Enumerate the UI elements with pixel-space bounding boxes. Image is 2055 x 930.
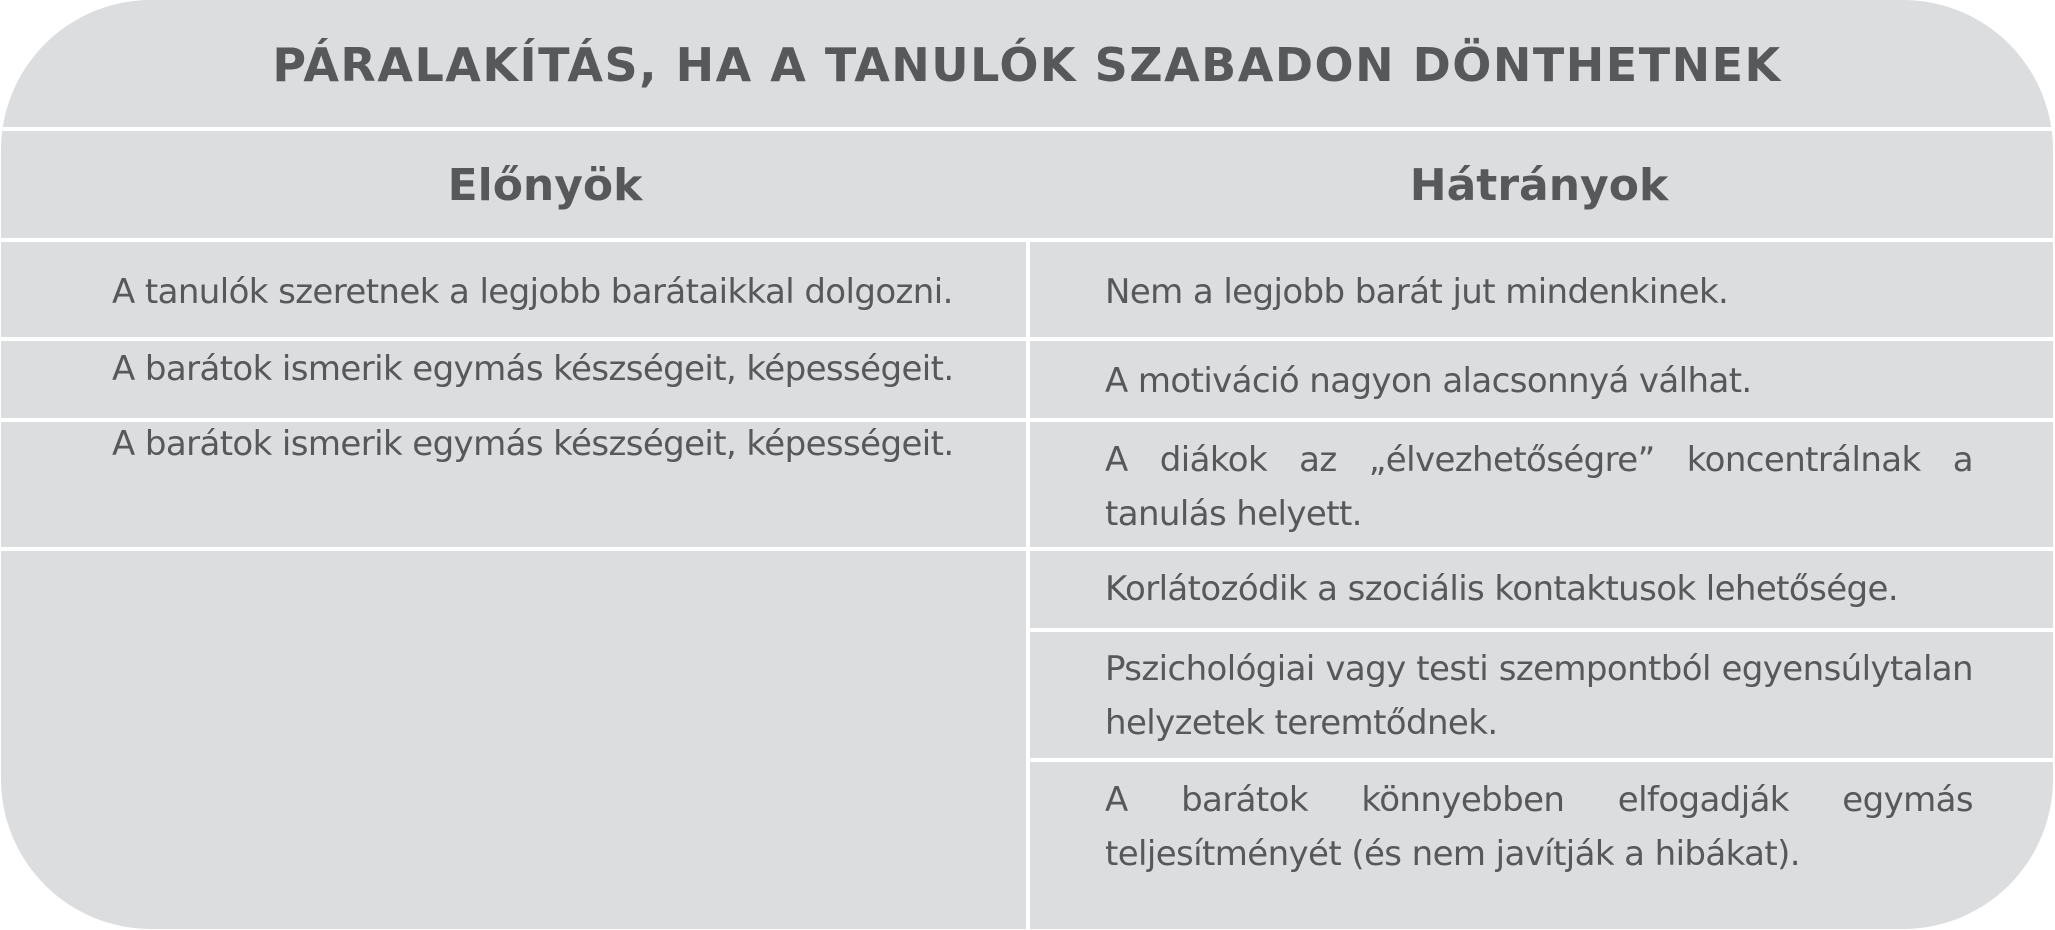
advantage-item-1: A tanulók szeretnek a legjobb barátaikkal dolgozni.: [112, 272, 953, 312]
disadvantage-item-6: A barátok könnyebben elfogadják egymás teljesítményét (és nem javítják a hibákat).: [1105, 780, 1973, 874]
disadvantage-item-5: Pszichológiai vagy testi szempontból egyensúlytalan helyzetek teremtődnek.: [1105, 649, 1973, 743]
divider-title: [1, 127, 2053, 131]
table-title: PÁRALAKÍTÁS, HA A TANULÓK SZABADON DÖNTHETNEK: [272, 38, 1782, 92]
divider-right-row-5: [1030, 758, 2053, 762]
disadvantage-item-2: A motiváció nagyon alacsonnyá válhat.: [1105, 361, 1752, 401]
divider-right-row-2: [1030, 418, 2053, 422]
table-card: [1, 0, 2053, 929]
advantage-item-3: A barátok ismerik egymás készségeit, képességeit.: [112, 424, 954, 464]
divider-left-row-1: [1, 337, 1026, 341]
advantage-item-2: A barátok ismerik egymás készségeit, képességeit.: [112, 349, 954, 389]
disadvantage-item-3: A diákok az „élvezhetőségre” koncentrálnak a tanulás helyett.: [1105, 440, 1973, 534]
divider-right-row-3: [1030, 547, 2053, 551]
divider-right-row-4: [1030, 628, 2053, 632]
divider-right-row-1: [1030, 337, 2053, 341]
disadvantage-item-4: Korlátozódik a szociális kontaktusok lehetősége.: [1105, 569, 1899, 609]
column-header-disadvantages: Hátrányok: [1409, 160, 1669, 211]
column-divider: [1026, 240, 1030, 929]
disadvantage-item-1: Nem a legjobb barát jut mindenkinek.: [1105, 272, 1729, 312]
divider-left-row-3: [1, 547, 1026, 551]
column-header-advantages: Előnyök: [447, 160, 643, 211]
